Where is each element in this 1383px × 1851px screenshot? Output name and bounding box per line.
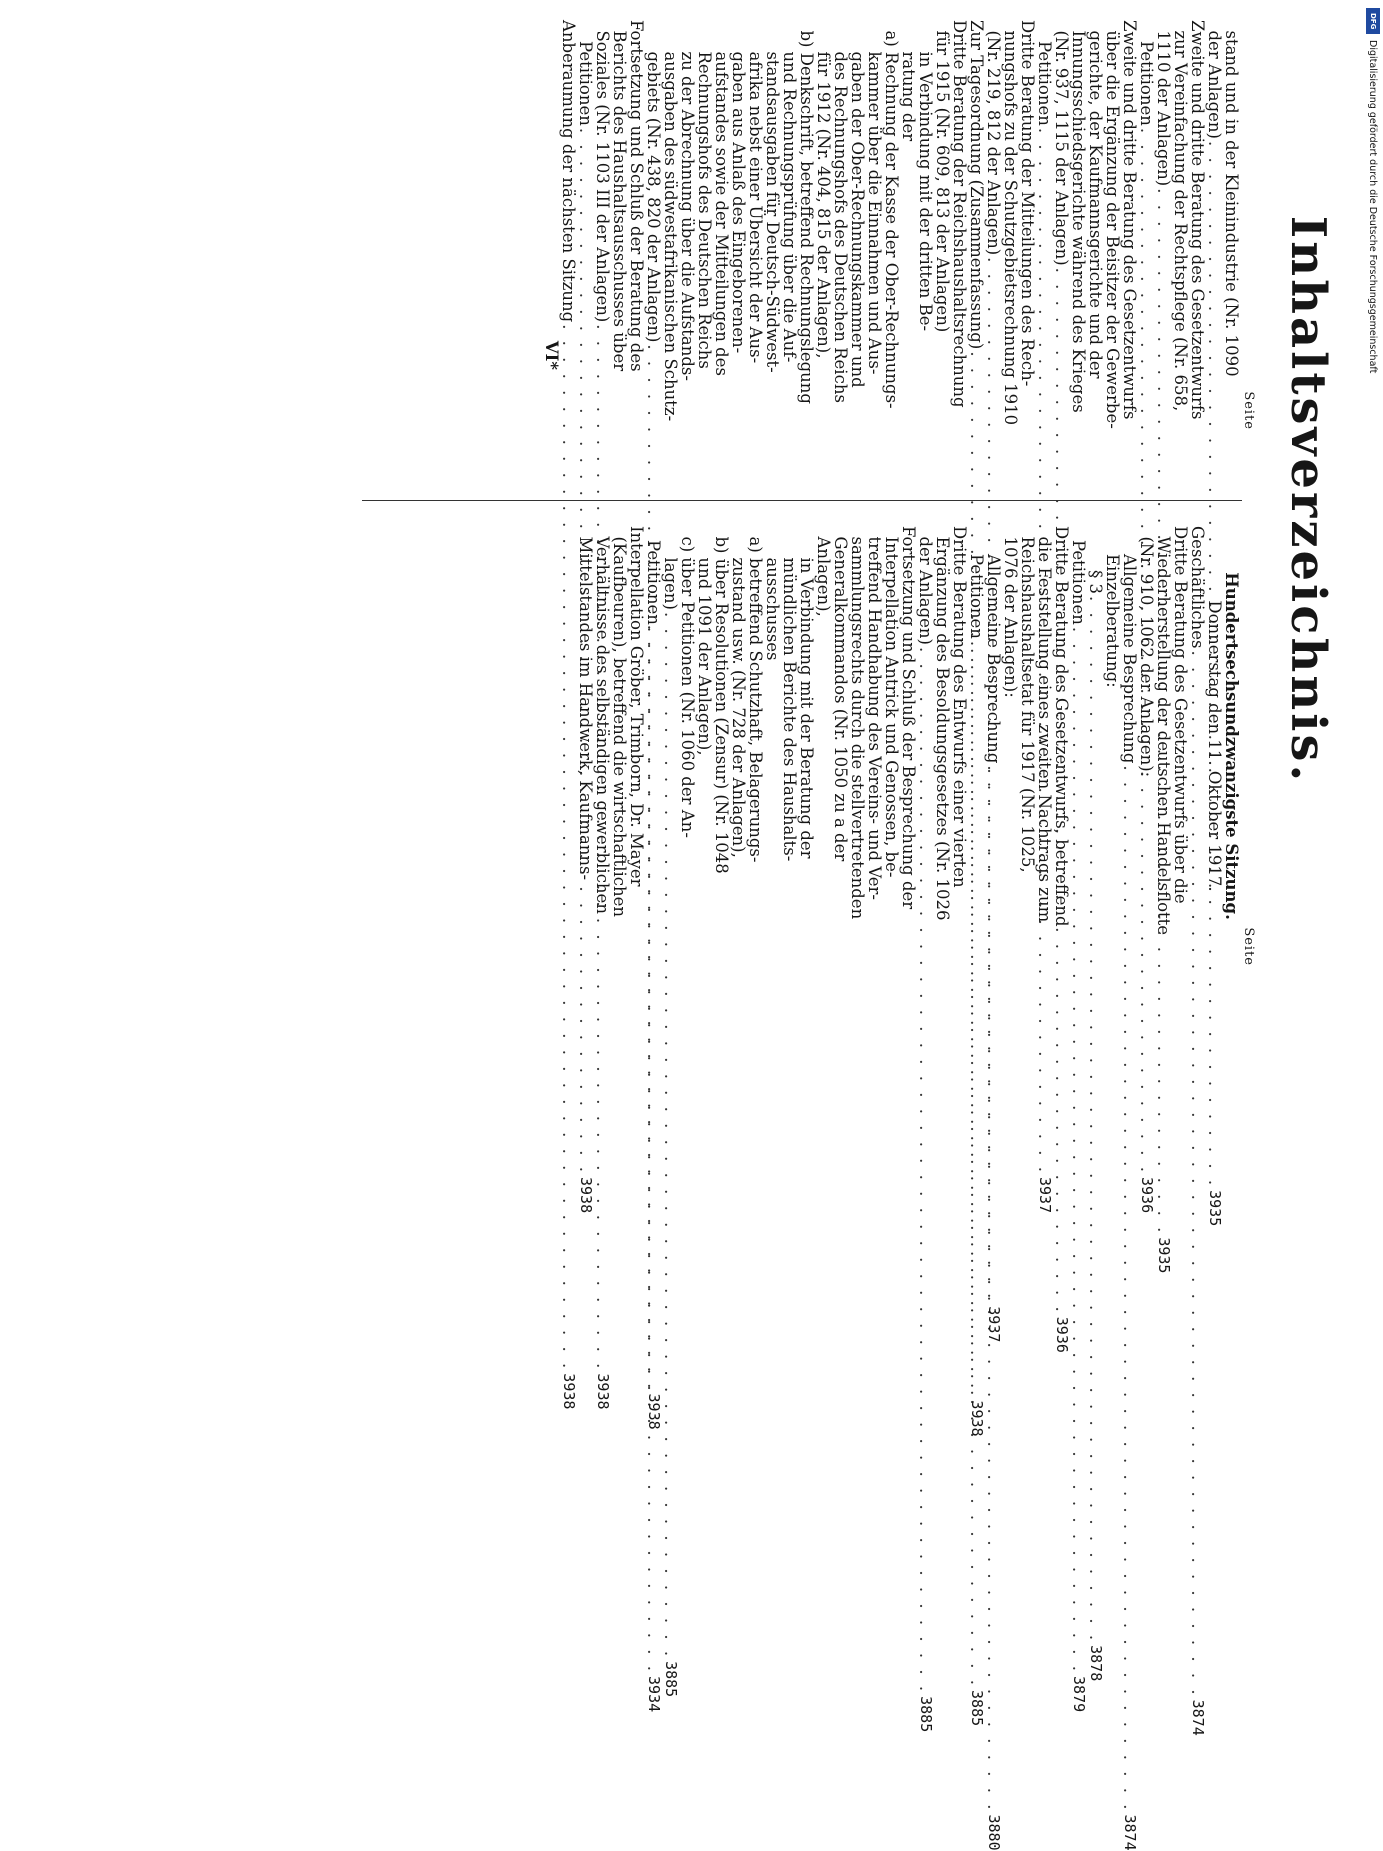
right-entry-line: Zweite und dritte Beratung des Gesetzentwurfs [1120,20,1139,420]
left-entry-line: die Feststellung eines zweiten Nachtrags zum [1035,526,1054,923]
left-entry-line: b) über Resolutionen (Zensur) (Nr. 1048 [712,526,731,874]
dot-leader [985,257,1002,1304]
left-entry [1188,526,1207,1736]
dot-leader [917,647,934,1694]
seite-header-right: Seite [1241,391,1256,430]
right-page-number: 3938 [594,1373,612,1410]
left-entry-line: Interpellation Gröber, Trimborn, Dr. Mayer [627,526,646,887]
dot-leader [662,612,679,1659]
left-page-number: 3878 [1087,1645,1105,1682]
left-entry-line: Dritte Beratung des Gesetzentwurfs über die [1171,526,1190,904]
left-entry-text: Petitionen [967,554,986,639]
left-entry-row [1002,526,1019,966]
right-page-number: 3937 [1036,1176,1054,1214]
right-entry-line: standsausgaben für Deutsch-Südwest- [763,20,782,373]
dot-leader [1189,651,1206,1698]
left-entry-text: Petitionen [644,540,663,625]
left-entry [1086,526,1105,1682]
left-entry-line: a) betreffend Schutzhaft, Belagerungs- [746,526,765,863]
left-entry-text: der Anlagen) [916,526,935,645]
right-entry-line: Dritte Beratung der Reichshaushaltsrechnung [950,20,969,408]
dot-leader [1155,188,1172,1235]
left-entry-line: sammlungsrechts durch die stellvertretenden [848,526,867,920]
funding-note-text: Digitalisierung gefördert durch die Deutsche Forschungsgemeinschaft [1367,40,1378,374]
left-entry-row [1069,526,1088,1713]
right-entry-line: für 1912 (Nr. 404, 815 der Anlagen), [814,20,833,359]
left-page-number: 3879 [1070,1676,1088,1713]
dot-leader [1087,596,1104,1643]
left-entry-text: Einzelberatung: [1103,554,1122,688]
left-entry-line: (Kaufbeuren), betreffend die wirtschaftlichen [610,526,629,918]
left-entry-row [661,526,680,1698]
right-entry-text: Zur Tagesordnung (Zusammenfassung) [967,20,986,350]
left-entry-line: in Verbindung mit der Beratung der [797,526,816,859]
left-entry-text: 1076 der Anlagen): [1001,526,1020,698]
left-entry-line: zustand usw. (Nr. 728 der Anlagen), [729,526,748,858]
left-entry-line: Anlagen), [814,526,833,617]
dot-leader [1036,128,1053,1175]
right-entry-line: ratung der [899,20,918,142]
left-entry-line: und 1091 der Anlagen), [695,526,714,756]
right-entry-line: und Rechnungsprüfung über die Auf- [780,20,799,363]
right-entry-line: gaben der Ober-Rechnungskammer und [848,20,867,388]
right-entry-text: Petitionen [576,20,595,126]
right-entry-line: Fortsetzung und Schluß der Beratung des [627,20,646,372]
seite-header-left: Seite [1241,927,1256,966]
right-entry-text: Soziales (Nr. 1103 III der Anlagen) [593,20,612,323]
dot-leader [968,351,985,1398]
right-entry-text: Petitionen [1137,20,1156,126]
left-entry [1120,526,1139,1851]
right-entry-text: Anberaumung der nächsten Sitzung [559,20,578,323]
right-entry-line: Berichts des Haushaltsausschusses über [610,20,629,372]
right-entry-line: afrika nebst einer Übersicht der Aus- [746,20,765,364]
left-entry-line: Wiederherstellung der deutschen Handelsflotte [1154,526,1173,936]
left-page-number: 3885 [917,1696,935,1733]
left-entry-line: mündlichen Berichte des Haushalts- [780,526,799,862]
left-page-number: 3874 [1189,1699,1207,1736]
left-entry-text: Geschäftliches [1188,526,1207,649]
right-entry-line: ausgaben des südwestafrikanischen Schutz- [661,20,680,422]
left-entry-text: § 3 [1086,570,1105,594]
left-entry-row [1086,526,1105,1682]
left-entry-line: Ergänzung des Besoldungsgesetzes (Nr. 1026 [933,526,952,921]
right-entry-line: für 1915 (Nr. 609, 813 der Anlagen) [933,20,952,333]
right-entry-text: (Nr. 937, 1115 der Anlagen) [1052,20,1071,266]
left-page-number: 3885 [968,1690,986,1727]
left-entry-text: (Nr. 910, 1062 der Anlagen): [1137,526,1156,778]
right-entry-line: kammer über die Einnahmen und Aus- [865,20,884,375]
left-entry-line: c) über Petitionen (Nr. 1060 der An- [678,526,697,838]
left-entry-line: ausschusses [763,526,782,661]
right-entry-line: aufstandes sowie der Mitteilungen des [712,20,731,376]
funding-note [1362,8,1382,408]
right-entry [559,20,578,1410]
dot-leader [645,344,662,1391]
left-entry-line: Generalkommandos (Nr. 1050 zu a der [831,526,850,862]
right-entry-line: über die Ergänzung der Beisitzer der Gewerbe- [1103,20,1122,429]
right-entry-text: 1110 der Anlagen) [1154,20,1173,187]
left-entry-text: Allgemeine Besprechung [1120,554,1139,764]
left-entry-text: Petitionen [1069,540,1088,625]
dot-leader [1206,141,1223,1188]
left-page-number: 3874 [1121,1814,1139,1851]
right-entry-text: (Nr. 219, 812 der Anlagen) [984,20,1003,256]
left-entry-line: Dritte Beratung des Entwurfs einer vierten [950,526,969,888]
left-entry-row [1188,526,1207,1736]
right-entry-line: gerichte, der Kaufmannsgerichte und der [1086,20,1105,379]
dot-leader [1138,128,1155,1175]
right-page-number: 3938 [968,1400,986,1437]
left-entry-line: Mittelstandes im Handwerk, Kaufmanns- [576,526,595,881]
rotated-content-frame [340,0,1340,1851]
left-entry [1069,526,1088,1713]
right-entry-line: stand und in der Kleinindustrie (Nr. 1090 [1222,20,1241,377]
page-title: Inhaltsverzeichnis. [1280,215,1336,785]
dfg-logo: DFG [1366,8,1380,34]
left-entry-line: Verhältnisse des selbständigen gewerblichen [593,526,612,914]
left-entry-line: Reichshaushaltsetat für 1917 (Nr. 1025, [1018,526,1037,873]
dot-leader [577,128,594,1175]
left-page-number: 3885 [662,1661,680,1698]
right-entry-line: Innungsschiedsgerichte während des Krieges [1069,20,1088,413]
right-entry-line: zu der Abrechnung über die Aufstands- [678,20,697,381]
right-entry-line: a) Rechnung der Kasse der Ober-Rechnungs- [882,20,901,409]
left-entry [661,526,918,1698]
left-entry-line: Fortsetzung und Schluß der Besprechung der [899,526,918,910]
right-entry-text: der Anlagen) [1205,20,1224,139]
right-entry-line: Dritte Beratung der Mitteilungen des Rech- [1018,20,1037,387]
dot-leader [594,324,611,1371]
left-entry-line: treffend Handhabung des Vereins- und Ver- [865,526,884,900]
right-entry-row [559,20,578,1410]
right-entry-text: Petitionen [1035,20,1054,126]
right-entry-line: b) Denkschrift, betreffend Rechnungslegung [797,20,816,404]
right-page-number: 3935 [1206,1190,1224,1227]
right-page-number: 3936 [1138,1176,1156,1214]
session-heading: Hundertsechsundzwanzigste Sitzung. [1222,572,1241,920]
left-entry-text: lagen) [661,526,680,610]
left-entry-row [916,526,935,1733]
right-entry-line: in Verbindung mit der dritten Be- [916,20,935,332]
right-entry-line: Rechnungshofs des Deutschen Reichs [695,20,714,369]
left-page-number: 3934 [645,1676,663,1713]
left-entry-text: Allgemeine Besprechung [984,554,1003,764]
right-page-number: 3937 [985,1306,1003,1343]
left-page-number: 3880 [985,1814,1003,1851]
right-page-number: 3936 [1053,1316,1071,1353]
left-entry-line: Interpellation Antrick und Genossen, be- [882,526,901,878]
dot-leader [1121,765,1138,1812]
left-entry-row [1104,526,1121,966]
right-entry-line: Zweite und dritte Beratung des Gesetzentwurfs [1188,20,1207,420]
right-page-number: 3938 [645,1393,663,1430]
left-entry [1104,526,1121,966]
left-entry-line: Dritte Beratung des Gesetzentwurfs, betreffend [1052,526,1071,927]
left-entry-row [1120,526,1139,1851]
column-divider [362,500,1242,501]
dot-leader [560,324,577,1371]
right-entry-line: gaben aus Anlaß des Eingeborenen- [729,20,748,354]
left-entry [916,526,969,1733]
right-page-number: 3938 [560,1373,578,1410]
right-page-number: 3938 [577,1176,595,1214]
dot-leader [1070,627,1087,1674]
dot-leader [1053,268,1070,1315]
right-entry-text: gebiets (Nr. 438, 820 der Anlagen) [644,20,663,343]
session-date: Donnerstag den 11. Oktober 1917. [1205,600,1224,892]
right-entry-line: des Rechnungshofs des Deutschen Reichs [831,20,850,403]
sheet-signature: VI* [542,340,561,370]
right-entry-line: zur Vereinfachung der Rechtspflege (Nr. 658, [1171,20,1190,412]
right-page-number: 3935 [1155,1237,1173,1274]
right-entry-line: nungshofs zu der Schutzgebietsrechnung 1910 [1001,20,1020,426]
